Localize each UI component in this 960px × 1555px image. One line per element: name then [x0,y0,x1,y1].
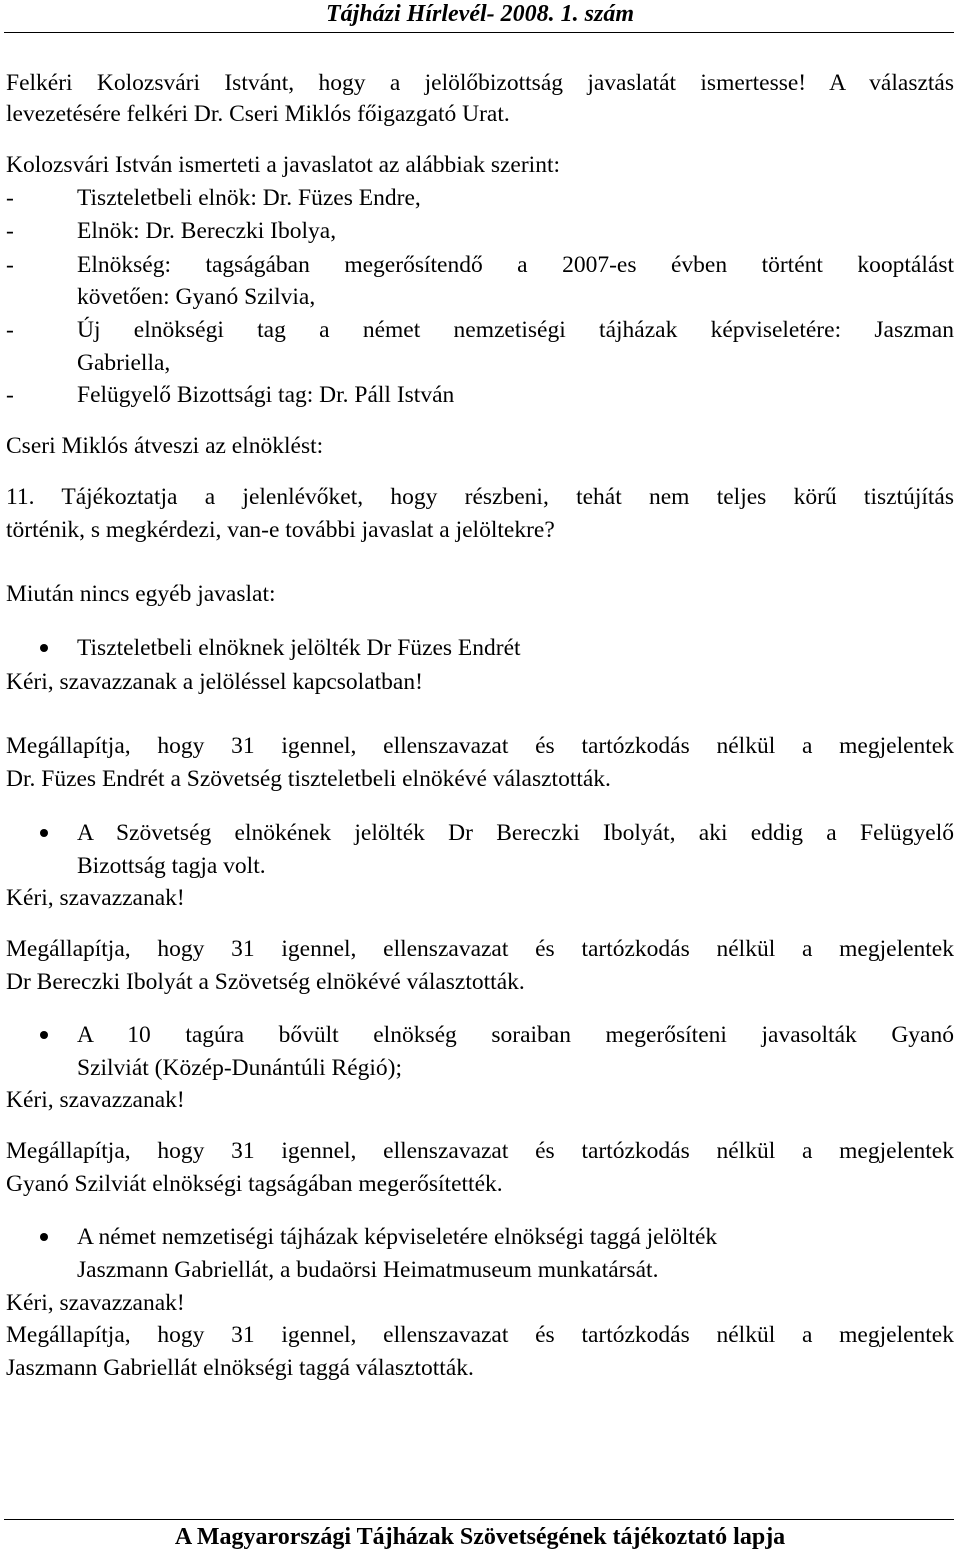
list-item: Tiszteletbeli elnök: Dr. Füzes Endre, [77,185,421,211]
paragraph-line: Felkéri Kolozsvári Istvánt, hogy a jelölőbizottság javaslatát ismertesse! A választás [6,70,954,96]
list-item: Gabriella, [77,350,171,376]
footer-divider [4,1519,954,1520]
page-footer: A Magyarországi Tájházak Szövetségének tájékoztató lapja [174,1524,786,1550]
vote-request: Kéri, szavazzanak a jelöléssel kapcsolatban! [6,669,423,695]
bullet-item: A német nemzetiségi tájházak képviseletére elnökségi taggá jelölték [77,1224,718,1250]
result-line: Jaszmann Gabriellát elnökségi taggá választották. [6,1355,474,1381]
bullet-icon [40,1233,48,1241]
vote-request: Kéri, szavazzanak! [6,1087,185,1113]
result-line: Megállapítja, hogy 31 igennel, ellenszavazat és tartózkodás nélkül a megjelentek [6,733,954,759]
list-item: Elnök: Dr. Bereczki Ibolya, [77,218,337,244]
list-dash: - [6,317,14,343]
bullet-icon [40,829,48,837]
list-item: követően: Gyanó Szilvia, [77,284,316,310]
list-dash: - [6,252,14,278]
paragraph-line: levezetésére felkéri Dr. Cseri Miklós főigazgató Urat. [6,101,510,127]
result-line: Megállapítja, hogy 31 igennel, ellenszavazat és tartózkodás nélkül a megjelentek [6,936,954,962]
result-line: Dr Bereczki Ibolyát a Szövetség elnökévé választották. [6,969,525,995]
bullet-item: Bizottság tagja volt. [77,853,266,879]
result-line: Gyanó Szilviát elnökségi tagságában megerősítették. [6,1171,503,1197]
paragraph-line: történik, s megkérdezi, van-e további javaslat a jelöltekre? [6,517,555,543]
bullet-item: A Szövetség elnökének jelölték Dr Bereczki Ibolyát, aki eddig a Felügyelő [77,820,954,846]
bullet-item: Tiszteletbeli elnöknek jelölték Dr Füzes Endrét [77,635,521,661]
paragraph-line: 11. Tájékoztatja a jelenlévőket, hogy részbeni, tehát nem teljes körű tisztújítás [6,484,954,510]
result-line: Dr. Füzes Endrét a Szövetség tiszteletbeli elnökévé választották. [6,766,611,792]
vote-request: Kéri, szavazzanak! [6,1290,185,1316]
result-line: Megállapítja, hogy 31 igennel, ellenszavazat és tartózkodás nélkül a megjelentek [6,1322,954,1348]
bullet-icon [40,1031,48,1039]
list-dash: - [6,382,14,408]
bullet-icon [40,644,48,652]
bullet-item: Szilviát (Közép-Dunántúli Régió); [77,1055,403,1081]
list-item: Új elnökségi tag a német nemzetiségi tájházak képviseletére: Jaszman [77,317,954,343]
header-divider [4,32,954,33]
list-item: Elnökség: tagságában megerősítendő a 2007-es évben történt kooptálást [77,252,954,278]
list-item: Felügyelő Bizottsági tag: Dr. Páll István [77,382,455,408]
list-dash: - [6,218,14,244]
bullet-item: Jaszmann Gabriellát, a budaörsi Heimatmuseum munkatársát. [77,1257,659,1283]
paragraph-line: Miután nincs egyéb javaslat: [6,581,276,607]
paragraph-line: Kolozsvári István ismerteti a javaslatot az alábbiak szerint: [6,152,561,178]
bullet-item: A 10 tagúra bővült elnökség soraiban megerősíteni javasolták Gyanó [77,1022,954,1048]
list-dash: - [6,185,14,211]
result-line: Megállapítja, hogy 31 igennel, ellenszavazat és tartózkodás nélkül a megjelentek [6,1138,954,1164]
vote-request: Kéri, szavazzanak! [6,885,185,911]
paragraph-line: Cseri Miklós átveszi az elnöklést: [6,433,324,459]
page-header: Tájházi Hírlevél- 2008. 1. szám [326,1,634,27]
